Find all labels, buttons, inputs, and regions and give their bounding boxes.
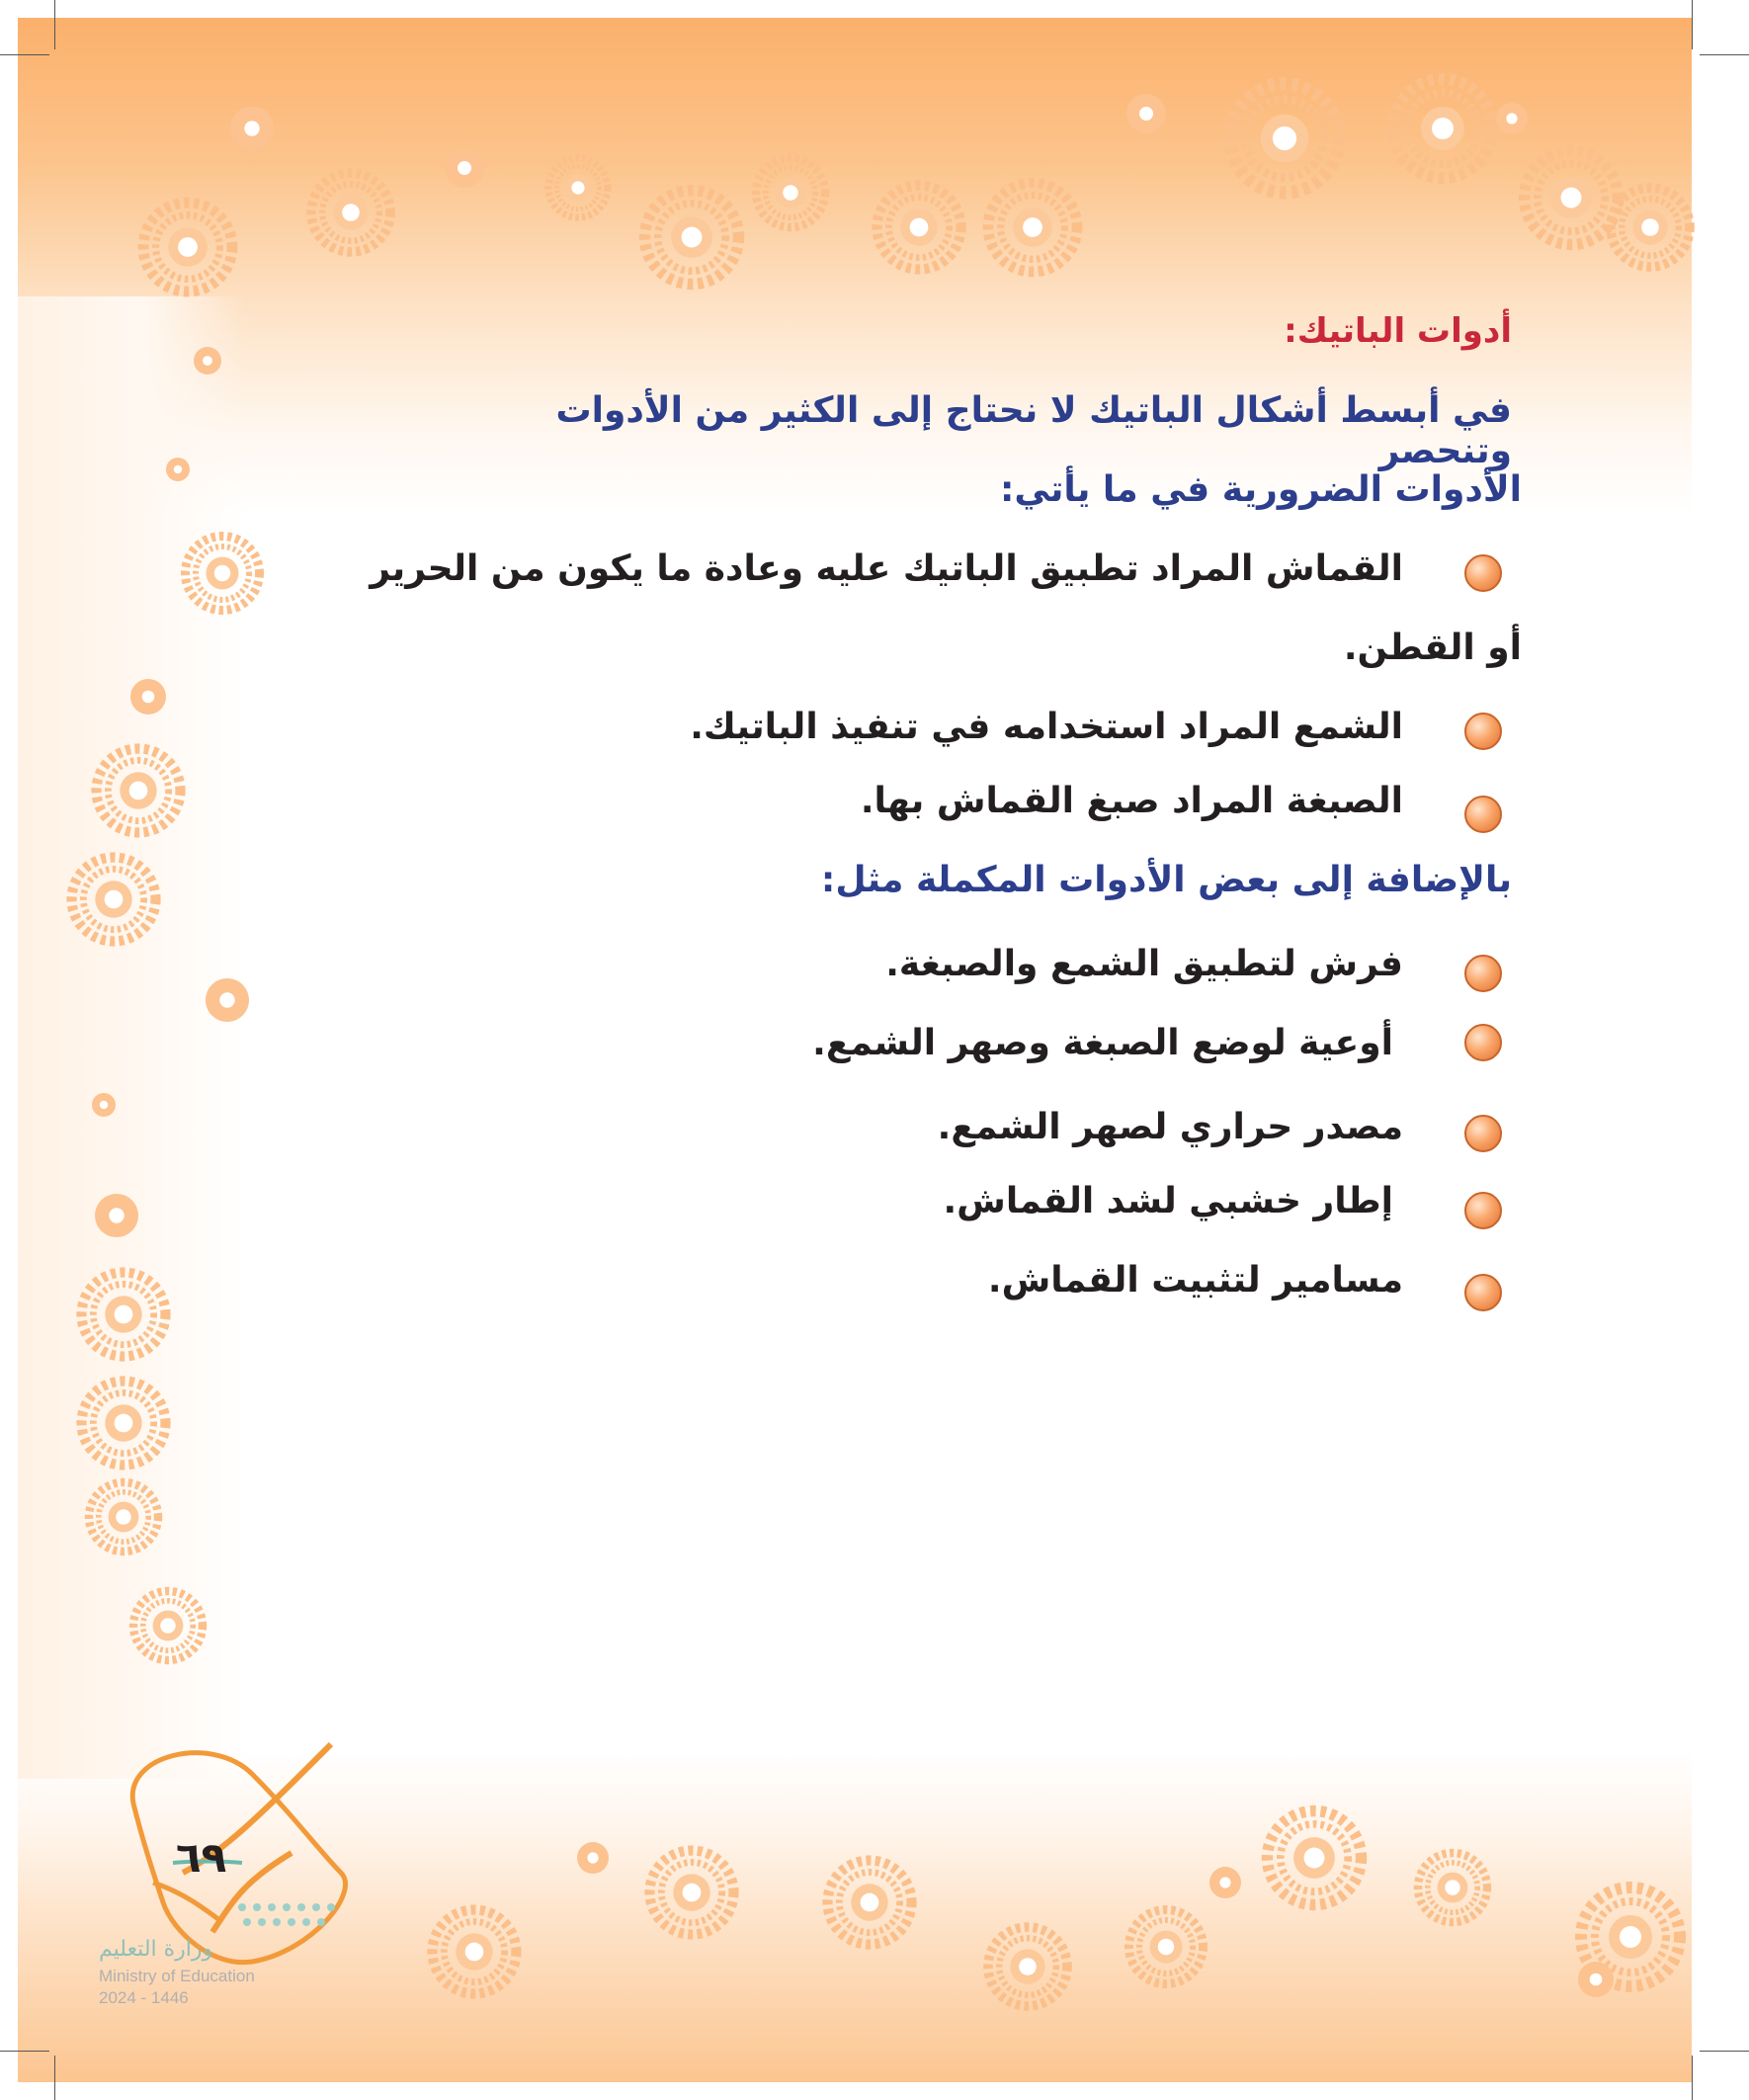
complementary-item-2: أوعية لوضع الصبغة وصهر الشمع. [812, 1023, 1393, 1063]
bullet-icon [1464, 713, 1502, 750]
edition-year: 2024 - 1446 [99, 1988, 189, 2007]
intro-line-2: الأدوات الضرورية في ما يأتي: [1000, 469, 1522, 510]
section-heading: أدوات الباتيك: [1284, 311, 1512, 351]
ministry-name-english: Ministry of Education [99, 1967, 255, 1985]
complementary-item-1: فرش لتطبيق الشمع والصبغة. [885, 944, 1403, 984]
bullet-icon [1464, 1024, 1502, 1061]
ministry-name-arabic: وزارة التعليم [99, 1937, 213, 1962]
essential-item-3: الصبغة المراد صبغ القماش بها. [860, 781, 1403, 821]
essential-item-2: الشمع المراد استخدامه في تنفيذ الباتيك. [690, 707, 1403, 747]
complementary-item-5: مسامير لتثبيت القماش. [987, 1260, 1403, 1301]
bullet-icon [1464, 796, 1502, 833]
essential-item-1-line-2: أو القطن. [1343, 628, 1522, 668]
complementary-intro: بالإضافة إلى بعض الأدوات المكملة مثل: [820, 860, 1512, 900]
bullet-icon [1464, 1274, 1502, 1311]
essential-item-1-line-1: القماش المراد تطبيق الباتيك عليه وعادة ما يكون من الحرير [370, 548, 1403, 589]
bullet-icon [1464, 955, 1502, 992]
complementary-item-3: مصدر حراري لصهر الشمع. [937, 1107, 1403, 1147]
bullet-icon [1464, 554, 1502, 592]
intro-line-1: في أبسط أشكال الباتيك لا نحتاج إلى الكثير من الأدوات وتنحصر [555, 390, 1512, 471]
bullet-icon [1464, 1115, 1502, 1152]
complementary-item-4: إطار خشبي لشد القماش. [943, 1181, 1393, 1221]
bullet-icon [1464, 1192, 1502, 1229]
page-number: ٦٩ [176, 1833, 227, 1882]
